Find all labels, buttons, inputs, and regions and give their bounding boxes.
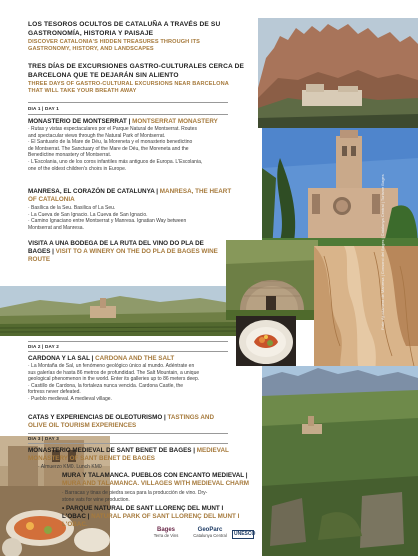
manresa-body [28, 205, 268, 231]
photo-credit: Foto: Ajuntament de Manresa | Consorci del Bages | Catalunya Central | Turisme Bages [380, 174, 385, 330]
parque-heading-es-1: • PARQUE NATURAL DE SANT LLORENÇ DEL MUNT I [62, 505, 224, 512]
montserrat-heading [28, 118, 268, 126]
montserrat-heading-es: MONASTERIO DE MONTSERRAT | [28, 118, 133, 125]
divider [28, 351, 228, 352]
dry-stone-hut-photo [226, 240, 318, 320]
sant-benet-body [38, 464, 238, 471]
cardona-landscape-photo [262, 366, 418, 556]
cardona-heading-es: CARDONA Y LA SAL | [28, 355, 96, 362]
body-line: · Basílica de la Seu. Basilica of La Seu. [28, 205, 116, 211]
manresa-heading-en-2: OF CATALONIA [28, 196, 75, 203]
subtitle-es-line-2: BARCELONA QUE TE DEJARÁN SIN ALIENTO [28, 72, 179, 79]
body-line: Benedictine monastery of Montserrat. [28, 152, 112, 159]
bages-logo-subtext: Terra de Vins [153, 533, 179, 538]
unesco-logo-text: UNESCO [234, 531, 256, 537]
cardona-heading [28, 355, 268, 363]
day3-label: DIA 3 | DAY 3 [28, 436, 60, 441]
bages-logo-text: Bages [156, 527, 175, 533]
body-line: · Castillo de Cardona, la fortaleza nunca vencida. Cardona Castle, the [28, 382, 184, 389]
body-line: Montserrat and Manresa. [28, 224, 84, 231]
mura-heading-es: MURA Y TALAMANCA. PUEBLOS CON ENCANTO MEDIEVAL | [62, 472, 248, 479]
cardona-heading-en: CARDONA AND THE SALT [95, 355, 175, 362]
body-line: stone vats for wine production. [62, 496, 130, 503]
catas-heading-en-1: TASTINGS AND [167, 414, 215, 421]
manresa-basilica-photo [262, 128, 418, 253]
subtitle-es [28, 62, 258, 80]
sant-benet-heading-es: MONASTERIO MEDIEVAL DE SANT BENET DE BAGES | [28, 447, 197, 454]
bodega-heading [28, 240, 228, 264]
title-en [28, 39, 258, 53]
manresa-heading-es: MANRESA, EL CORAZÓN DE CATALUNYA | [28, 188, 160, 195]
body-line: · L'Escolania, uno de los coros infantiles más antiguos de Europa. L'Escolania, [28, 158, 203, 165]
montserrat-heading-en: MONTSERRAT MONASTERY [132, 118, 218, 125]
divider [28, 102, 228, 103]
geopark-logo-subtext: Catalunya Central [193, 533, 227, 538]
body-line: one of the oldest children's choirs in Europe. [28, 165, 127, 172]
body-line: · Almuerzo KM0. Lunch KM0 [38, 464, 102, 470]
subtitle-es-line-1: TRES DÍAS DE EXCURSIONES GASTRO-CULTURALES CERCA DE [28, 63, 245, 70]
day1-label: DIA 1 | DAY 1 [28, 106, 60, 111]
mura-heading-en: MURA AND TALAMANCA. VILLAGES WITH MEDIEVAL CHARM [62, 480, 250, 487]
manresa-heading [28, 188, 268, 204]
body-line: fortress never defeated. [28, 389, 81, 396]
subtitle-en-line-2: THAT WILL TAKE YOUR BREATH AWAY [28, 88, 137, 95]
divider [28, 443, 228, 444]
title-en-line-1: DISCOVER CATALONIA'S HIDDEN TREASURES THROUGH ITS [28, 39, 200, 45]
sant-benet-heading-en-1: MEDIEVAL [196, 447, 229, 454]
catas-heading [28, 414, 268, 430]
body-line: · Camino Ignaciano entre Montserrat y Manresa. Ignatian Way between [28, 218, 187, 225]
salt-mountain-photo [314, 246, 418, 376]
divider [28, 341, 228, 342]
body-line: geological phenomenon in the world. Enter its galleries up to 86 meters deep. [28, 376, 200, 383]
parque-heading-en-2: L'OBAC. [62, 521, 88, 528]
body-line: · El Santuario de la Mare de Déu, la Moreneta y el monasterio benedictino [28, 139, 193, 146]
body-line: de Montserrat. The Sanctuary of the Mare de Déu, the Moreneta and the [28, 145, 189, 152]
vineyard-landscape-photo [0, 286, 236, 336]
divider [28, 114, 228, 115]
body-line: and spectacular views through the Natural Park of Montserrat. [28, 132, 166, 139]
montserrat-body [28, 126, 268, 172]
bodega-heading-es-2: BAGES | [28, 248, 56, 255]
catas-heading-es: CATAS Y EXPERIENCIAS DE OLEOTURISMO | [28, 414, 168, 421]
parque-heading-en-1: NATURAL PARK OF SANT LLORENÇ DEL MUNT I [91, 513, 240, 520]
subtitle-en [28, 81, 258, 95]
body-line: · La Montaña de Sal, un fenómeno geológico único al mundo. Adéntrate en [28, 363, 195, 369]
body-line: · La Cueva de San Ignacio. La Cueva de San Ignacio. [28, 211, 148, 218]
manresa-heading-en-1: MANRESA, THE HEART [159, 188, 232, 195]
body-line: · Rutas y vistas espectaculares por el Parque Natural de Montserrat. Routes [28, 126, 197, 132]
body-line: · Barracas y tinas de piedra seca para la producción de vino. Dry- [62, 490, 208, 496]
bodega-heading-es: VISITA A UNA BODEGA DE LA RUTA DEL VINO DO PLA DE [28, 240, 204, 247]
title-es [28, 20, 258, 38]
mura-heading [62, 472, 262, 488]
title-es-line-2: GASTRONOMÍA, HISTORIA Y PAISAJE [28, 30, 154, 37]
day2-label: DIA 2 | DAY 2 [28, 344, 60, 349]
catas-heading-en-2: OLIVE OIL TOURISM EXPERIENCES [28, 422, 137, 429]
bodega-heading-en-2: ROUTE [28, 256, 51, 263]
unesco-logo [232, 530, 254, 539]
sant-benet-heading [28, 447, 268, 463]
subtitle-en-line-1: THREE DAYS OF GASTRO-CULTURAL EXCURSIONS NEAR BARCELONA [28, 81, 229, 87]
bages-logo [152, 528, 180, 538]
geopark-logo [190, 528, 230, 538]
title-es-line-1: LOS TESOROS OCULTOS DE CATALUÑA A TRAVÉS DE SU [28, 21, 221, 28]
parque-heading [62, 505, 262, 529]
divider [28, 433, 228, 434]
mura-body [62, 490, 262, 503]
montserrat-photo [258, 18, 418, 128]
bodega-heading-en-1: VISIT TO A WINERY ON THE DO PLA DE BAGES WINE [55, 248, 218, 255]
geopark-logo-text: GeoParc [197, 527, 223, 533]
body-line: · Pueblo medieval. A medieval village. [28, 395, 112, 402]
parque-heading-es-2: L'OBAC | [62, 513, 92, 520]
cardona-body [28, 363, 268, 403]
sant-benet-heading-en-2: MONASTERY OF SANT BENET DE BAGES [28, 455, 155, 462]
title-en-line-2: GASTRONOMY, HISTORY, AND LANDSCAPES [28, 46, 154, 53]
body-line: sus galerías de hasta 86 metros de profundidad. The Salt Mountain, a unique [28, 369, 200, 376]
